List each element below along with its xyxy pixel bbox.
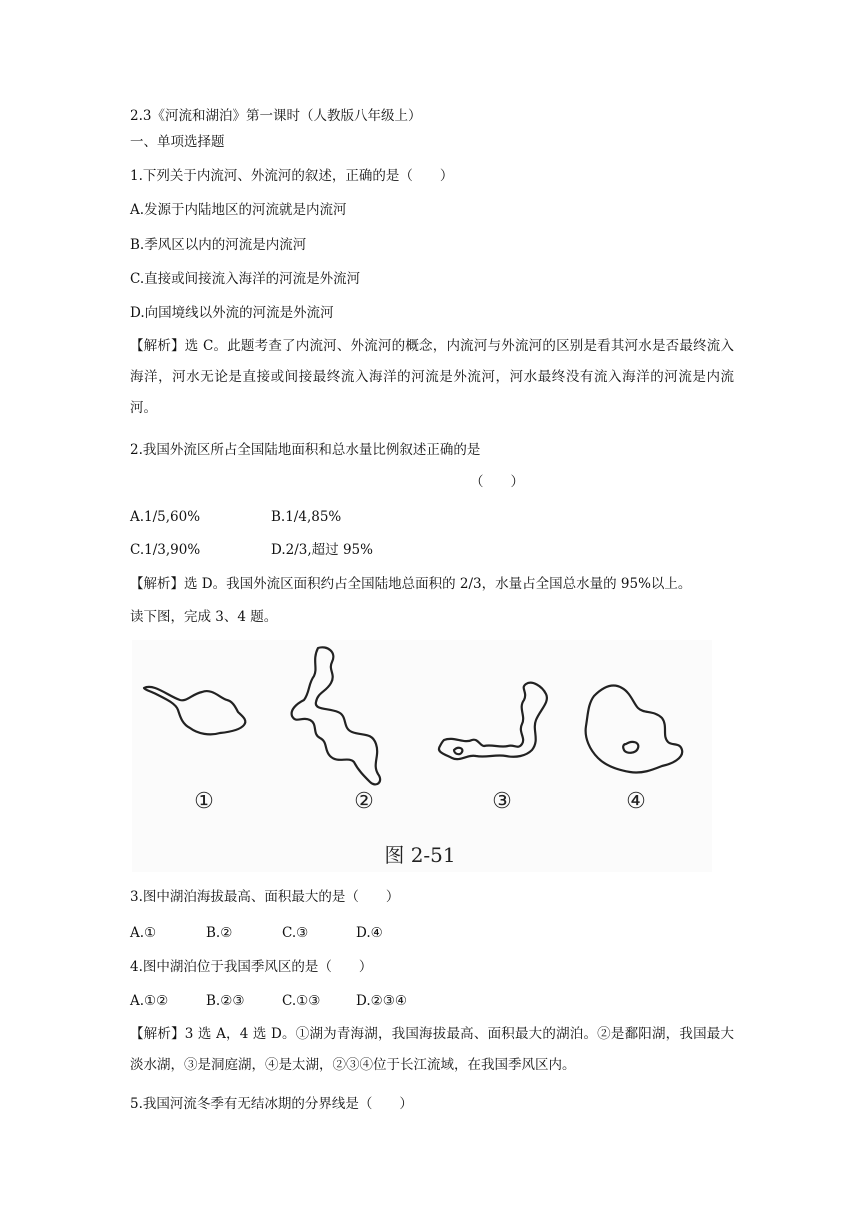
section-heading: 一、单项选择题 bbox=[130, 134, 225, 150]
q2-options-row-1 bbox=[130, 508, 341, 526]
q2-answer-blank: （ ） bbox=[470, 474, 524, 490]
figure-label-4: ④ bbox=[626, 789, 646, 814]
figure-label-2: ② bbox=[354, 789, 374, 814]
q4-options bbox=[130, 992, 407, 1010]
q1-option-b: B.季风区以内的河流是内流河 bbox=[130, 237, 307, 253]
q3-stem: 3.图中湖泊海拔最高、面积最大的是（ ） bbox=[130, 889, 400, 905]
q1-analysis: 【解析】选 C。此题考查了内流河、外流河的概念，内流河与外流河的区别是看其河水是否最终流入海洋，河水无论是直接或间接最终流入海洋的河流是外流河，河水最终没有流入海洋的河流是内流河。 bbox=[130, 338, 734, 416]
q3-options bbox=[130, 924, 383, 942]
q2-option-d: D.2/3,超过 95% bbox=[271, 542, 373, 558]
q2-stem: 2.我国外流区所占全国陆地面积和总水量比例叙述正确的是 bbox=[130, 442, 481, 458]
q4-option-d: D.②③④ bbox=[356, 993, 407, 1009]
doc-title: 2.3《河流和湖泊》第一课时（人教版八年级上） bbox=[130, 108, 422, 124]
q1-option-c: C.直接或间接流入海洋的河流是外流河 bbox=[130, 271, 361, 287]
q3-option-c: C.③ bbox=[282, 925, 309, 941]
q2-option-c: C.1/3,90% bbox=[130, 542, 201, 558]
q2-option-a: A.1/5,60% bbox=[130, 509, 201, 525]
q1-option-a: A.发源于内陆地区的河流就是内流河 bbox=[130, 202, 347, 218]
lake-outline-4 bbox=[586, 686, 683, 773]
figure-label-1: ① bbox=[194, 789, 214, 814]
q2-option-b: B.1/4,85% bbox=[271, 509, 342, 525]
q4-option-b: B.②③ bbox=[206, 993, 245, 1009]
q2-analysis: 【解析】选 D。我国外流区面积约占全国陆地总面积的 2/3，水量占全国总水量的 95%以上。 bbox=[130, 576, 692, 592]
figure-caption: 图 2-51 bbox=[384, 843, 456, 867]
q3-option-a: A.① bbox=[130, 925, 157, 941]
figure-intro: 读下图，完成 3、4 题。 bbox=[130, 609, 278, 625]
q2-options-row-2 bbox=[130, 541, 373, 559]
lake-outline-figure bbox=[132, 640, 712, 872]
q3-q4-analysis: 【解析】3 选 A，4 选 D。①湖为青海湖，我国海拔最高、面积最大的湖泊。②是鄱阳湖，我国最大淡水湖，③是洞庭湖，④是太湖，②③④位于长江流域，在我国季风区内。 bbox=[130, 1026, 734, 1073]
q4-stem: 4.图中湖泊位于我国季风区的是（ ） bbox=[130, 959, 373, 975]
lake-outline-1 bbox=[144, 687, 245, 735]
lake-outline-4-island bbox=[623, 742, 638, 753]
q4-option-c: C.①③ bbox=[282, 993, 321, 1009]
q4-option-a: A.①② bbox=[130, 993, 169, 1009]
figure-label-3: ③ bbox=[492, 789, 512, 814]
q3-option-d: D.④ bbox=[356, 925, 383, 941]
q1-option-d: D.向国境线以外流的河流是外流河 bbox=[130, 305, 334, 321]
lake-outline-map bbox=[132, 640, 712, 872]
q5-stem: 5.我国河流冬季有无结冰期的分界线是（ ） bbox=[130, 1096, 413, 1112]
lake-outline-3 bbox=[439, 683, 547, 759]
lake-outline-3-inner bbox=[454, 748, 462, 754]
lake-outline-2 bbox=[292, 647, 381, 784]
q3-option-b: B.② bbox=[206, 925, 233, 941]
q1-stem: 1.下列关于内流河、外流河的叙述，正确的是（ ） bbox=[130, 168, 454, 184]
